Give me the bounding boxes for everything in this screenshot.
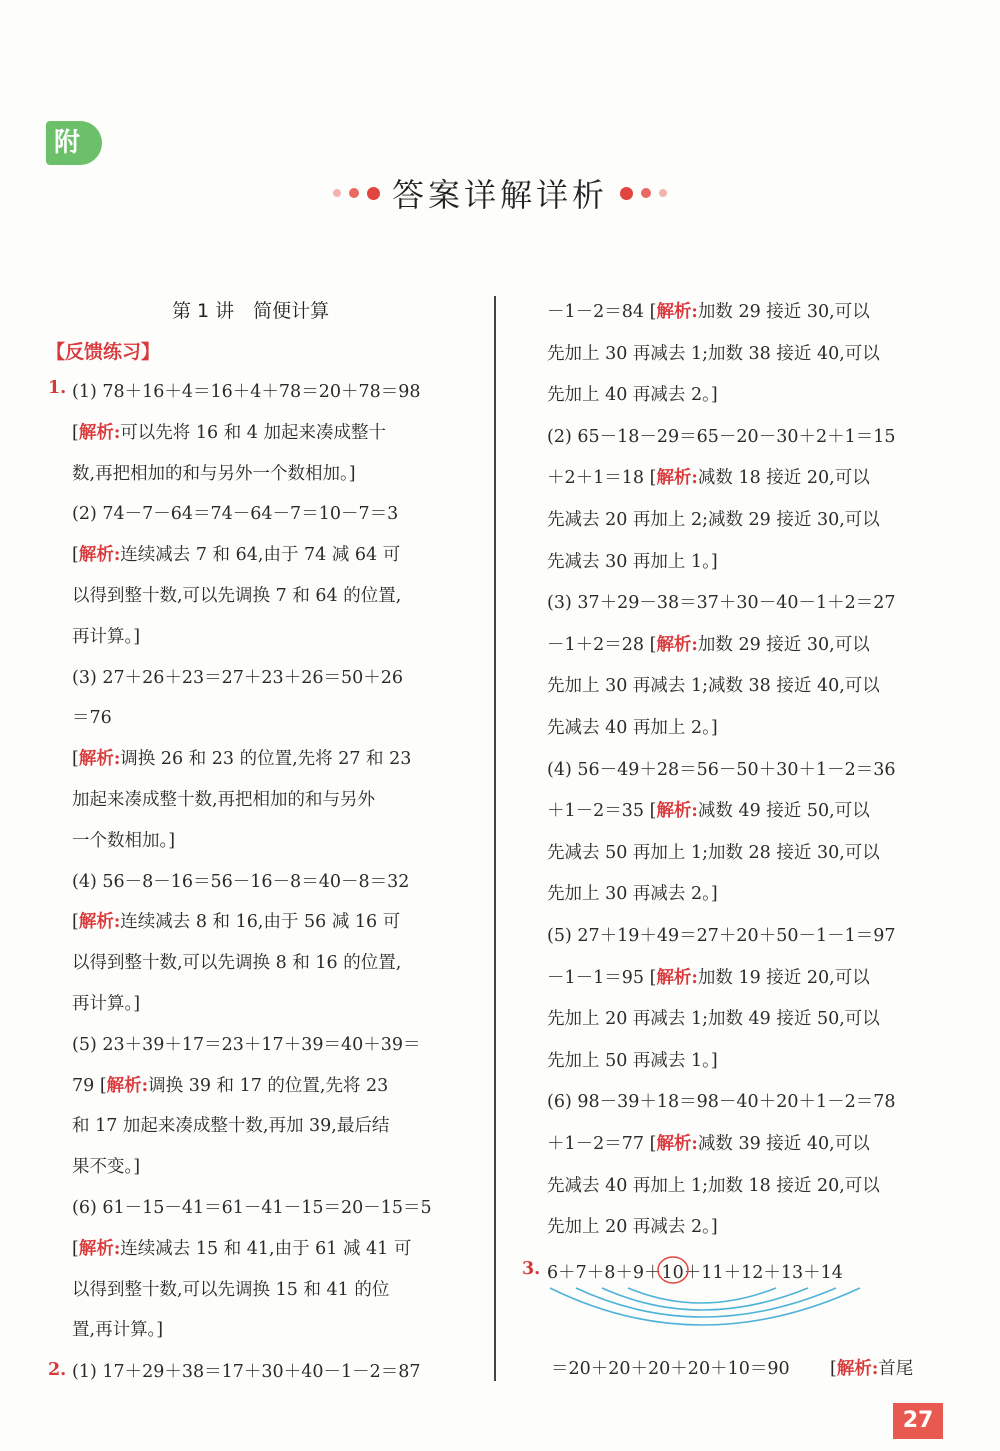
column-divider [494,296,496,1381]
left-line: 和 17 加起来凑成整十数,再加 39,最后结 [72,1116,390,1137]
analysis-keyword: 解析: [656,468,698,489]
pairing-arcs-diagram [540,1284,880,1346]
left-line: 数,再把相加的和与另外一个数相加。] [72,463,356,484]
decor-dot [641,188,651,198]
left-line: 再计算。] [72,626,141,647]
analysis-keyword: 解析: [78,749,121,770]
left-line: 再计算。] [72,994,141,1014]
decor-dot [367,187,380,200]
left-line: ＝76 [72,708,112,729]
left-line: 以得到整十数,可以先调换 15 和 41 的位 [72,1279,390,1300]
left-line: 一个数相加。] [72,830,176,851]
right-line: 先减去 40 再加上 1;加数 18 接近 20,可以 [547,1175,880,1196]
left-line: (6) 61－15－41＝61－41－15＝20－15＝5 [72,1198,432,1218]
right-line: －1－1＝95 [解析:加数 19 接近 20,可以 [547,967,870,988]
left-line: (4) 56－8－16＝56－16－8＝40－8＝32 [72,871,410,892]
right-line: (6) 98－39＋18＝98－40＋20＋1－2＝78 [547,1092,896,1113]
left-line: [解析:连续减去 15 和 41,由于 61 减 41 可 [72,1238,412,1259]
right-line: 先加上 30 再减去 1;加数 38 接近 40,可以 [547,343,880,364]
pair-arc [628,1288,776,1303]
decor-dot [659,189,667,197]
decor-dot [333,189,341,197]
right-decor-dots [620,187,667,200]
analysis-keyword: 解析: [656,634,698,655]
page-title: 答案详解详析 [391,176,608,214]
section-label: 【反馈练习】 [46,341,161,363]
right-line: 先加上 40 再减去 2。] [547,385,718,406]
left-decor-dots [333,187,380,200]
right-line: 先加上 50 再减去 1。] [547,1050,718,1071]
right-line: 先加上 30 再减去 2。] [547,884,718,905]
left-line: (5) 23＋39＋17＝23＋17＋39＝40＋39＝ [72,1034,421,1055]
left-line: [解析:可以先将 16 和 4 加起来凑成整十 [72,422,386,443]
left-line: [解析:连续减去 8 和 16,由于 56 减 16 可 [72,912,401,933]
right-line: 先减去 30 再加上 1。] [547,551,718,572]
left-line: 以得到整十数,可以先调换 8 和 16 的位置, [72,953,402,974]
title-bar [0,168,1000,218]
right-line: ＋1－2＝35 [解析:减数 49 接近 50,可以 [547,801,870,822]
left-line: (3) 27＋26＋23＝27＋23＋26＝50＋26 [72,667,403,688]
pair-arc [602,1288,808,1310]
decor-dot [349,188,359,198]
left-line: (1) 78＋16＋4＝16＋4＋78＝20＋78＝98 [72,382,421,402]
analysis-keyword: 解析: [78,422,121,443]
analysis-keyword: 解析: [78,1238,121,1259]
right-line: 先减去 40 再加上 2。] [547,718,718,738]
left-line: [解析:调换 26 和 23 的位置,先将 27 和 23 [72,749,412,770]
page-number: 27 [893,1403,943,1439]
analysis-keyword: 解析: [836,1359,879,1379]
left-line: 置,再计算。] [72,1320,164,1341]
question-3-number: 3. [522,1259,541,1279]
right-line: 先加上 30 再减去 1;减数 38 接近 40,可以 [547,676,880,697]
pair-arc [550,1288,860,1325]
question-3-note: [解析:首尾 [830,1359,914,1379]
appendix-badge: 附 [46,121,102,165]
left-line: 加起来凑成整十数,再把相加的和与另外 [72,790,376,810]
right-line: －1－2＝84 [解析:加数 29 接近 30,可以 [547,302,870,322]
analysis-keyword: 解析: [656,967,698,988]
analysis-keyword: 解析: [656,801,698,822]
right-line: 先减去 20 再加上 2;减数 29 接近 30,可以 [547,510,880,530]
right-line: 先减去 50 再加上 1;加数 28 接近 30,可以 [547,842,880,863]
left-line: 以得到整十数,可以先调换 7 和 64 的位置, [72,586,402,606]
analysis-keyword: 解析: [656,302,698,322]
right-line: －1＋2＝28 [解析:加数 29 接近 30,可以 [547,634,870,655]
analysis-keyword: 解析: [78,912,121,933]
question-3-expression: 6＋7＋8＋9＋10＋11＋12＋13＋14 [547,1263,843,1283]
right-line: (2) 65－18－29＝65－20－30＋2＋1＝15 [547,426,896,447]
right-line: (4) 56－49＋28＝56－50＋30＋1－2＝36 [547,759,896,780]
analysis-keyword: 解析: [656,1134,698,1154]
right-line: ＋1－2＝77 [解析:减数 39 接近 40,可以 [547,1134,870,1154]
question-2-number: 2. [48,1360,67,1380]
analysis-keyword: 解析: [106,1075,149,1096]
right-line: (5) 27＋19＋49＝27＋20＋50－1－1＝97 [547,926,896,946]
right-line: 先加上 20 再减去 1;加数 49 接近 50,可以 [547,1009,880,1030]
right-line: (3) 37＋29－38＝37＋30－40－1＋2＝27 [547,593,896,614]
left-line: 果不变。] [72,1157,141,1178]
lecture-title: 第 1 讲 简便计算 [172,300,330,322]
right-line: ＋2＋1＝18 [解析:减数 18 接近 20,可以 [547,468,870,489]
analysis-keyword: 解析: [78,545,121,566]
left-line: (2) 74－7－64＝74－64－7＝10－7＝3 [72,504,399,525]
highlight-circle [656,1255,690,1285]
question-2-line: (1) 17＋29＋38＝17＋30＋40－1－2＝87 [72,1362,421,1382]
question-1-number: 1. [48,378,67,398]
left-line: 79 [解析:调换 39 和 17 的位置,先将 23 [72,1075,389,1096]
question-3-result: ＝20＋20＋20＋20＋10＝90 [551,1359,790,1379]
right-line: 先加上 20 再减去 2。] [547,1217,718,1238]
left-line: [解析:连续减去 7 和 64,由于 74 减 64 可 [72,545,401,566]
decor-dot [620,187,633,200]
